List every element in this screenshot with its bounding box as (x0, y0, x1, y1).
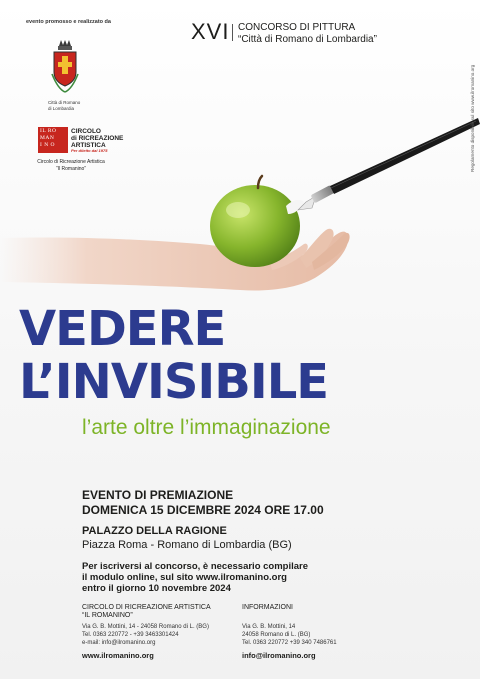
city-name-line2: di Lombardia (48, 105, 75, 111)
footer-circolo-heading1: CIRCOLO DI RICREAZIONE ARTISTICA (82, 604, 211, 611)
footer-info (242, 604, 392, 660)
contest-title: CONCORSO DI PITTURA (238, 22, 356, 33)
contest-city: “Città di Romano di Lombardia” (238, 34, 377, 45)
venue-block (82, 524, 292, 552)
footer-info-address1: Via G. B. Mottini, 14 (242, 624, 296, 630)
footer-info-phone: Tel. 0363 220772 +39 340 7486761 (242, 640, 337, 646)
signup-block (82, 561, 308, 594)
footer-circolo-address: Via G. B. Mottini, 14 - 24058 Romano di L. (BG) (82, 624, 209, 630)
city-name (48, 100, 80, 111)
circolo-name-line3: ARTISTICA (71, 142, 106, 149)
logo-text-line2: MAN (40, 135, 55, 141)
event-venue: PALAZZO DELLA RAGIONE (82, 525, 227, 537)
circolo-caption-line1: Circolo di Ricreazione Artistica (37, 159, 105, 165)
city-name-line1: Città di Romano (48, 100, 81, 105)
footer-circolo-phone: Tel. 0363 220772 - +39 3463301424 (82, 632, 179, 638)
event-address: Piazza Roma - Romano di Lombardia (BG) (82, 539, 292, 551)
footer-email-link[interactable]: info@ilromanino.org (242, 651, 316, 660)
signup-line2: il modulo online, sul sito www.ilromanino.org (82, 572, 287, 583)
circolo-since: Per diletto dal 1975 (71, 148, 108, 153)
circolo-caption (29, 159, 113, 173)
event-date: DOMENICA 15 DICEMBRE 2024 ORE 17.00 (82, 503, 324, 517)
contest-edition: XVI (191, 19, 230, 44)
footer-circolo (82, 604, 232, 660)
circolo-logo (38, 127, 68, 153)
headline-line2: L’INVISIBILE (19, 354, 329, 410)
signup-line3: entro il giorno 10 novembre 2024 (82, 583, 231, 594)
title-divider (232, 24, 233, 41)
circolo-caption-line2: “Il Romanino” (55, 166, 86, 172)
headline-line1: VEDERE (19, 301, 226, 357)
footer-info-heading: INFORMAZIONI (242, 604, 293, 611)
circolo-name-line1: CIRCOLO (71, 128, 101, 135)
logo-text-line1: IL RO (40, 128, 57, 134)
signup-line1: Per iscriversi al concorso, è necessario compilare (82, 561, 309, 572)
logo-text-line3: I N O (40, 142, 56, 148)
footer-website-link[interactable]: www.ilromanino.org (82, 651, 154, 660)
event-block (82, 488, 324, 518)
footer-circolo-email: e-mail: info@ilromanino.org (82, 640, 156, 646)
event-title: EVENTO DI PREMIAZIONE (82, 488, 234, 502)
tagline: l’arte oltre l’immaginazione (82, 416, 331, 439)
circolo-name-line2: di RICREAZIONE (71, 135, 124, 142)
promoter-label: evento promosso e realizzato da (26, 19, 111, 25)
city-crest-icon (50, 40, 80, 96)
footer-circolo-heading2: “IL ROMANINO” (82, 611, 133, 619)
regulation-note: Regolamento disponibile sul sito www.ilromanino.org (470, 64, 475, 172)
circolo-name (71, 128, 123, 149)
footer-info-address2: 24058 Romano di L. (BG) (242, 632, 311, 638)
